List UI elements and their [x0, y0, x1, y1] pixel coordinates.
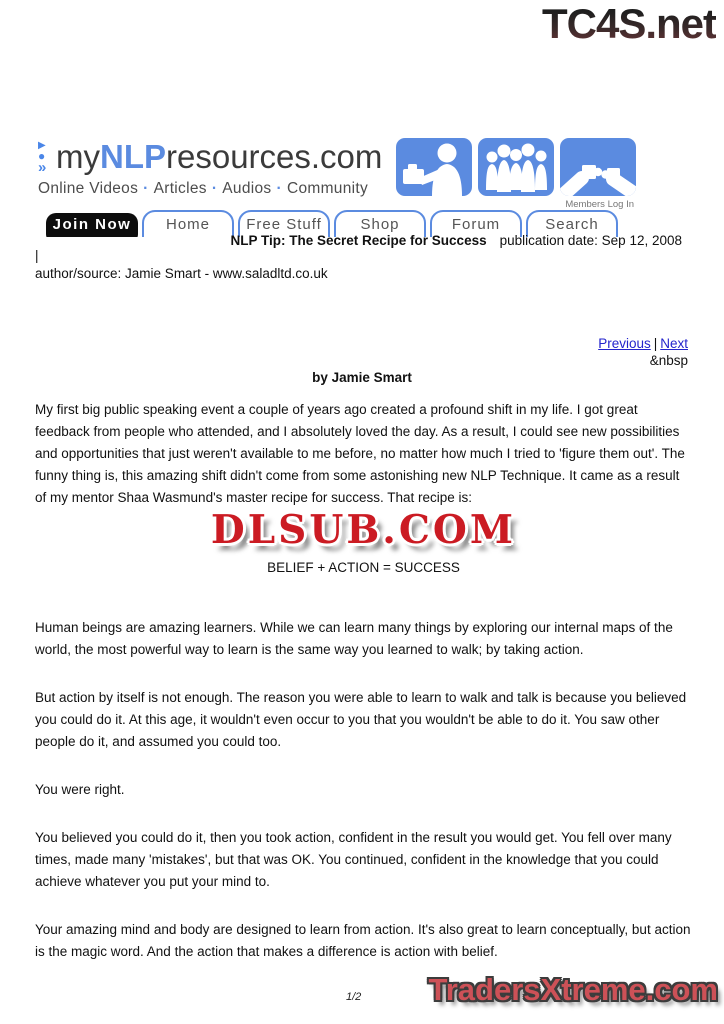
tagline-part: Online Videos	[38, 180, 139, 197]
dot-separator: ·	[143, 180, 149, 197]
dot-icon: ●	[38, 149, 46, 163]
publication-date: publication date: Sep 12, 2008	[499, 233, 682, 248]
presenter-photo-icon	[396, 138, 472, 196]
paragraph: Human beings are amazing learners. While we can learn many things by exploring our internal maps of the world, the most powerful way to learn is the same way you learned to walk; by taking action.	[35, 620, 673, 657]
previous-link[interactable]: Previous	[598, 336, 651, 351]
paragraph: You believed you could do it, then you took action, confident in the result you would get. You fell over many times, made many 'mistakes', but that was OK. You continued, confident in the knowledge that you could achieve whatever you put your mind to.	[35, 830, 672, 889]
tradersxtreme-watermark: TradersXtreme.com	[428, 972, 718, 1007]
pipe-character: |	[35, 248, 39, 263]
paragraph: You were right.	[35, 782, 125, 797]
nav-tab-forum[interactable]: Forum	[430, 210, 522, 237]
byline: by Jamie Smart	[312, 370, 412, 385]
next-link[interactable]: Next	[660, 336, 688, 351]
nav-tab-free-stuff[interactable]: Free Stuff	[238, 210, 330, 237]
article-title: NLP Tip: The Secret Recipe for Success	[230, 233, 487, 248]
logo-prefix: my	[56, 138, 100, 175]
logo-highlight: NLP	[100, 138, 166, 175]
nbsp-text: &nbsp	[649, 353, 688, 368]
community-people-icon	[478, 138, 554, 196]
logo-mark-icon	[38, 140, 54, 174]
nav-tab-home[interactable]: Home	[142, 210, 234, 237]
tagline-part: Audios	[222, 180, 272, 197]
site-tagline	[38, 180, 382, 198]
paragraph: My first big public speaking event a couple of years ago created a profound shift in my life. I got great feedback from people who attended, and I absolutely loved the day. As a result, I could see new possibilities and opportunities that just weren't available to me before, no matter how much I tried to 'figure them out'. The funny thing is, this amazing shift didn't come from some astonishing new NLP Technique. It came as a result of my mentor Shaa Wasmund's master recipe for success. That recipe is:	[35, 402, 685, 505]
tc4s-watermark: TC4S.net	[541, 0, 716, 47]
article-body	[35, 399, 692, 989]
recipe-formula: BELIEF + ACTION = SUCCESS	[267, 560, 460, 575]
tagline-part: Articles	[153, 180, 207, 197]
nav-tab-join-now[interactable]: Join Now	[46, 213, 138, 237]
nav-tab-search[interactable]: Search	[526, 210, 618, 237]
article-title-line	[0, 233, 682, 248]
prev-next-row	[598, 335, 688, 352]
logo-suffix: resources.com	[166, 138, 383, 175]
logo-row	[38, 138, 382, 176]
dlsub-watermark: DLSUB.COM	[210, 507, 517, 553]
author-source-line: author/source: Jamie Smart - www.saladltd.co.uk	[35, 266, 328, 281]
puzzle-hands-icon	[560, 138, 636, 196]
site-logo[interactable]	[38, 138, 382, 198]
dot-separator: ·	[276, 180, 282, 197]
link-separator: |	[653, 336, 658, 351]
pager-links	[598, 335, 688, 369]
recipe-section	[35, 507, 692, 579]
tagline-part: Community	[286, 180, 369, 197]
tiles-row	[396, 138, 636, 196]
page-number: 1/2	[346, 991, 362, 1003]
double-chevron-icon: »	[38, 159, 47, 176]
members-login-link[interactable]: Members Log In	[565, 199, 634, 210]
triangle-icon: ▶	[38, 140, 46, 151]
paragraph: Your amazing mind and body are designed to learn from action. It's also great to learn conceptually, but action is the magic word. And the action that makes a difference is action with belief.	[35, 922, 691, 959]
nav-tab-shop[interactable]: Shop	[334, 210, 426, 237]
header-image-tiles	[396, 138, 636, 210]
site-header	[38, 138, 636, 210]
paragraph: But action by itself is not enough. The reason you were able to learn to walk and talk is because you believed you could do it. At this age, it wouldn't even occur to you that you wouldn't be able to do it. You saw other people do it, and assumed you could too.	[35, 690, 687, 749]
dot-separator: ·	[211, 180, 218, 197]
logo-text	[56, 138, 382, 176]
